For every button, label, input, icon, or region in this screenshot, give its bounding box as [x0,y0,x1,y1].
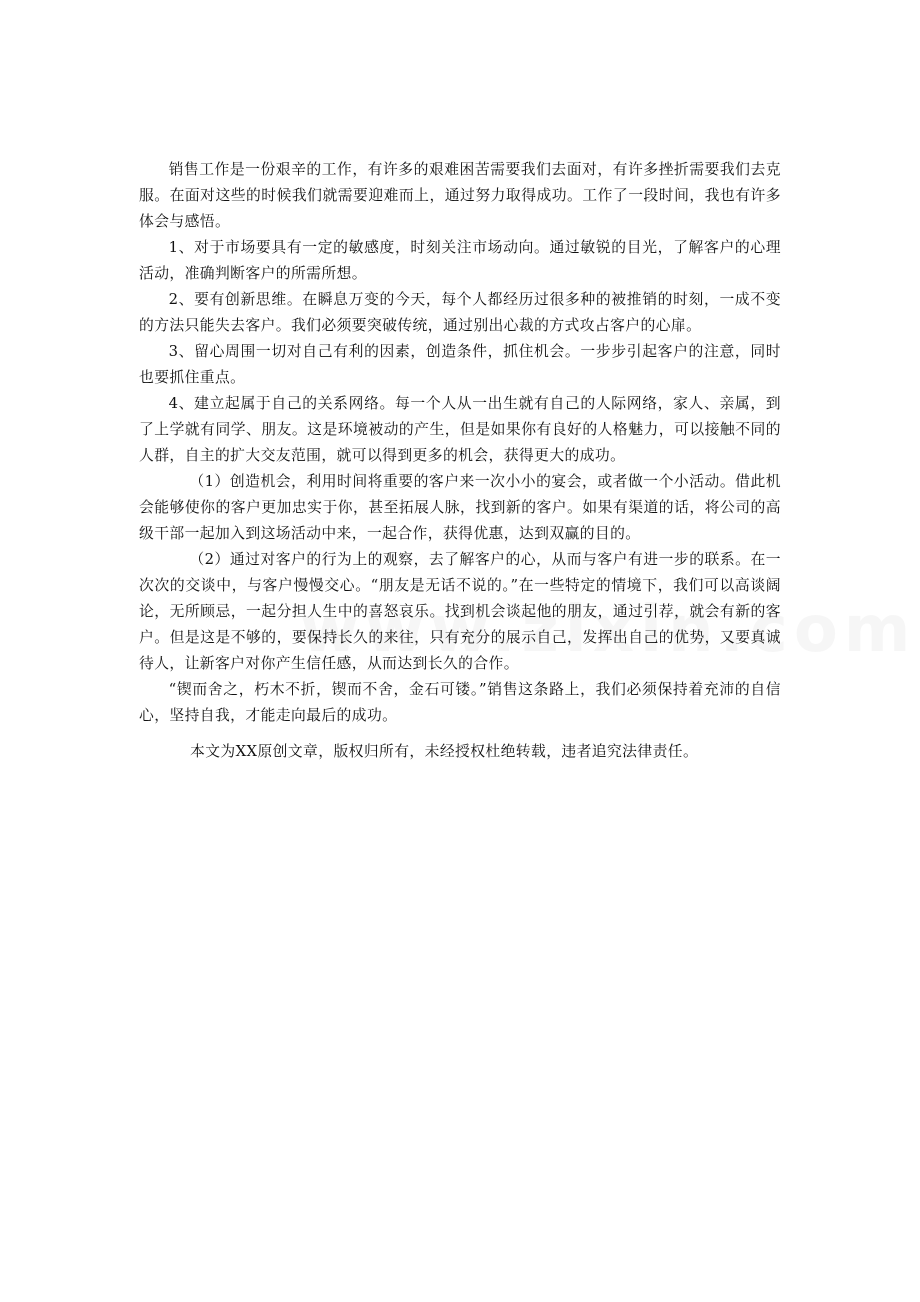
paragraph-point-3: 3、留心周围一切对自己有利的因素，创造条件，抓住机会。一步步引起客户的注意，同时也要抓住重点。 [139,343,781,386]
copyright-notice: 本文为XX原创文章，版权归所有，未经授权杜绝转载，违者追究法律责任。 [190,743,699,760]
paragraph-point-2: 2、要有创新思维。在瞬息万变的今天，每个人都经历过很多种的被推销的时刻，一成不变的方法只能失去客户。我们必须要突破传统，通过别出心裁的方式攻占客户的心扉。 [139,291,781,334]
paragraph-conclusion: “锲而舍之，朽木不折，锲而不舍，金石可镂。”销售这条路上，我们必须保持着充沛的自信心，坚持自我，才能走向最后的成功。 [139,681,781,724]
paragraph-subpoint-1: （1）创造机会，利用时间将重要的客户来一次小小的宴会，或者做一个小活动。借此机会能够使你的客户更加忠实于你，甚至拓展人脉，找到新的客户。如果有渠道的话，将公司的高级干部一起加入到这场活动中来，一起合作，获得优惠，达到双赢的目的。 [139,473,781,542]
paragraph-point-1: 1、对于市场要具有一定的敏感度，时刻关注市场动向。通过敏锐的目光，了解客户的心理活动，准确判断客户的所需所想。 [139,239,781,282]
paragraph-intro: 销售工作是一份艰辛的工作，有许多的艰难困苦需要我们去面对，有许多挫折需要我们去克服。在面对这些的时候我们就需要迎难而上，通过努力取得成功。工作了一段时间，我也有许多体会与感悟。 [139,161,781,230]
document-body [139,157,781,729]
paragraph-subpoint-2: （2）通过对客户的行为上的观察，去了解客户的心，从而与客户有进一步的联系。在一次次的交谈中，与客户慢慢交心。“朋友是无话不说的。”在一些特定的情境下，我们可以高谈阔论，无所顾忌，一起分担人生中的喜怒哀乐。找到机会谈起他的朋友，通过引荐，就会有新的客户。但是这是不够的，要保持长久的来往，只有充分的展示自己，发挥出自己的优势，又要真诚待人，让新客户对你产生信任感，从而达到长久的合作。 [139,551,781,672]
paragraph-point-4: 4、建立起属于自己的关系网络。每一个人从一出生就有自己的人际网络，家人、亲属，到了上学就有同学、朋友。这是环境被动的产生，但是如果你有良好的人格魅力，可以接触不同的人群，自主的扩大交友范围，就可以得到更多的机会，获得更大的成功。 [139,395,781,464]
